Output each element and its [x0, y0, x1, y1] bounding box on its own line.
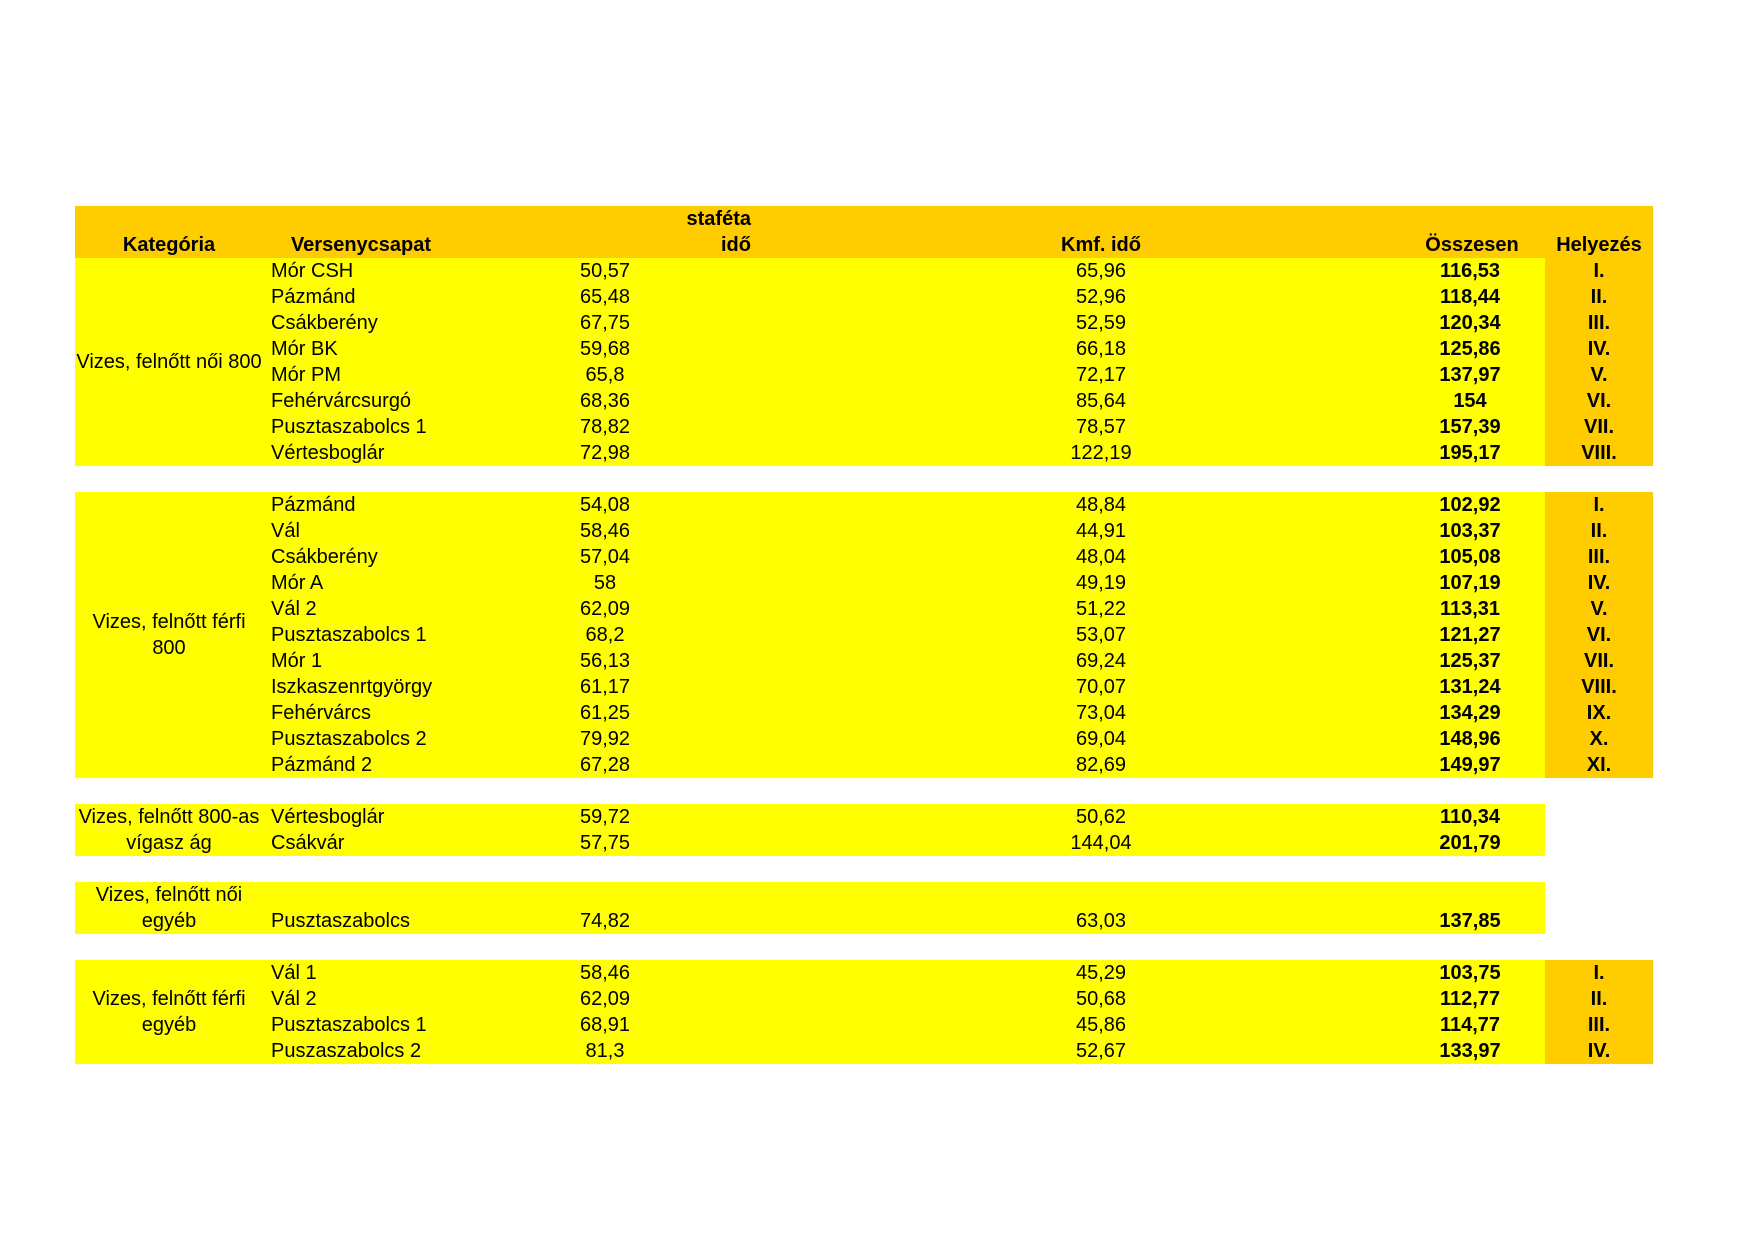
rank-cell: I.: [1593, 260, 1605, 282]
rank-cell: VI.: [1586, 390, 1612, 412]
kmf-time-cell: [751, 882, 1451, 908]
relay-time-cell: 78,82: [579, 416, 631, 438]
kmf-time-cell: 70,07: [1075, 676, 1127, 698]
table-row: [75, 1012, 1653, 1038]
team-cell: Mór PM: [271, 364, 341, 386]
team-cell: Pázmánd: [271, 494, 356, 516]
result-groups: [75, 258, 1653, 1064]
total-cell: 103,37: [1439, 520, 1501, 542]
team-cell: Puszaszabolcs 2: [271, 1040, 422, 1062]
table-row: [75, 310, 1653, 336]
kmf-time-cell: 50,62: [1075, 806, 1127, 828]
kmf-time-cell: 50,68: [1075, 988, 1127, 1010]
total-cell: 154: [1453, 390, 1487, 412]
kmf-time-cell: 85,64: [1075, 390, 1127, 412]
header-category: Kategória: [122, 234, 216, 256]
table-row: [75, 388, 1653, 414]
kmf-time-cell: 48,04: [1075, 546, 1127, 568]
kmf-time-cell: 69,24: [1075, 650, 1127, 672]
rank-cell: VII.: [1583, 650, 1614, 672]
team-cell: Pusztaszabolcs 1: [271, 624, 427, 646]
team-cell: Pusztaszabolcs 1: [271, 1014, 427, 1036]
table-row: [75, 674, 1653, 700]
total-cell: 103,75: [1439, 962, 1501, 984]
kmf-time-cell: 78,57: [1075, 416, 1127, 438]
kmf-time-cell: 73,04: [1075, 702, 1127, 724]
team-cell: Mór BK: [271, 338, 338, 360]
kmf-time-cell: 45,29: [1075, 962, 1127, 984]
team-cell: Fehérvárcsurgó: [271, 390, 412, 412]
kmf-time-cell: 82,69: [1075, 754, 1127, 776]
team-cell: Mór CSH: [271, 260, 354, 282]
total-cell: 114,77: [1439, 1014, 1501, 1036]
team-cell: Pázmánd 2: [271, 754, 373, 776]
table-row: [75, 362, 1653, 388]
total-cell: 131,24: [1439, 676, 1501, 698]
relay-time-cell: 81,3: [585, 1040, 625, 1062]
team-cell: Pázmánd: [271, 286, 356, 308]
relay-time-cell: 79,92: [579, 728, 631, 750]
rank-cell: [1545, 882, 1653, 908]
team-cell: Mór A: [271, 572, 324, 594]
relay-time-cell: 74,82: [579, 910, 631, 932]
team-cell: Pusztaszabolcs 2: [271, 728, 427, 750]
kmf-time-cell: 66,18: [1075, 338, 1127, 360]
total-cell: 105,08: [1439, 546, 1501, 568]
relay-time-cell: 62,09: [579, 988, 631, 1010]
team-cell: [263, 882, 459, 908]
rank-cell: I.: [1593, 494, 1605, 516]
total-cell: 107,19: [1439, 572, 1501, 594]
kmf-time-cell: 51,22: [1075, 598, 1127, 620]
relay-time-cell: 57,75: [579, 832, 631, 854]
relay-time-cell: 59,68: [579, 338, 631, 360]
header-relay-time: [459, 206, 751, 258]
table-row: [75, 1038, 1653, 1064]
total-cell: 102,92: [1439, 494, 1501, 516]
table-row: [75, 596, 1653, 622]
total-cell: 116,53: [1439, 260, 1501, 282]
total-cell: 157,39: [1439, 416, 1501, 438]
relay-time-cell: 57,04: [579, 546, 631, 568]
table-row: [75, 804, 1653, 830]
relay-time-cell: 61,17: [579, 676, 631, 698]
total-cell: 137,97: [1439, 364, 1501, 386]
total-cell: 125,37: [1439, 650, 1501, 672]
header-rank: Helyezés: [1556, 234, 1642, 256]
team-cell: Csákberény: [271, 312, 378, 334]
team-cell: Pusztaszabolcs: [271, 910, 410, 932]
relay-time-cell: 54,08: [579, 494, 631, 516]
relay-time-cell: [459, 882, 751, 908]
rank-cell: VI.: [1586, 624, 1612, 646]
kmf-time-cell: 69,04: [1075, 728, 1127, 750]
rank-cell: [1545, 804, 1653, 830]
team-cell: Vértesboglár: [271, 806, 385, 828]
relay-time-cell: 56,13: [579, 650, 631, 672]
kmf-time-cell: 45,86: [1075, 1014, 1127, 1036]
kmf-time-cell: 52,67: [1075, 1040, 1127, 1062]
header-relay-line2: idő: [721, 234, 751, 256]
relay-time-cell: 61,25: [579, 702, 631, 724]
rank-cell: VIII.: [1581, 676, 1617, 698]
rank-cell: VII.: [1583, 416, 1614, 438]
kmf-time-cell: 63,03: [1075, 910, 1127, 932]
rank-cell: V.: [1590, 364, 1608, 386]
rank-cell: V.: [1590, 598, 1608, 620]
relay-time-cell: 65,8: [585, 364, 625, 386]
rank-cell: VIII.: [1581, 442, 1617, 464]
relay-time-cell: 68,36: [579, 390, 631, 412]
team-cell: Pusztaszabolcs 1: [271, 416, 427, 438]
header-kmf-time: Kmf. idő: [1061, 234, 1141, 256]
table-row: [75, 648, 1653, 674]
relay-time-cell: 58: [593, 572, 617, 594]
category-group: [75, 804, 1653, 856]
category-label: Vizes, felnőtt női egyéb: [95, 884, 243, 932]
relay-time-cell: 58,46: [579, 962, 631, 984]
table-row: [75, 284, 1653, 310]
table-row: [75, 700, 1653, 726]
table-header: [75, 206, 1653, 258]
kmf-time-cell: 52,96: [1075, 286, 1127, 308]
rank-cell: IV.: [1587, 338, 1611, 360]
table-row: [75, 492, 1653, 518]
table-row: [75, 908, 1653, 934]
rank-cell: X.: [1589, 728, 1609, 750]
relay-time-cell: 58,46: [579, 520, 631, 542]
total-cell: 112,77: [1439, 988, 1501, 1010]
total-cell: 149,97: [1439, 754, 1501, 776]
team-cell: Csákvár: [271, 832, 345, 854]
relay-time-cell: 59,72: [579, 806, 631, 828]
rank-cell: XI.: [1586, 754, 1612, 776]
category-group: [75, 882, 1653, 934]
team-cell: Mór 1: [271, 650, 323, 672]
relay-time-cell: 67,28: [579, 754, 631, 776]
relay-time-cell: 68,91: [579, 1014, 631, 1036]
table-row: [75, 518, 1653, 544]
rank-cell: III.: [1587, 1014, 1611, 1036]
kmf-time-cell: 144,04: [1070, 832, 1132, 854]
kmf-time-cell: 53,07: [1075, 624, 1127, 646]
total-cell: 137,85: [1439, 910, 1501, 932]
header-team: Versenycsapat: [290, 234, 432, 256]
total-cell: 201,79: [1439, 832, 1501, 854]
total-cell: 118,44: [1439, 286, 1501, 308]
rank-cell: III.: [1587, 546, 1611, 568]
team-cell: Vértesboglár: [271, 442, 385, 464]
rank-cell: IV.: [1587, 1040, 1611, 1062]
category-label: Vizes, felnőtt férfi 800: [92, 611, 246, 659]
total-cell: 195,17: [1439, 442, 1501, 464]
category-label: Vizes, felnőtt férfi egyéb: [92, 988, 246, 1036]
total-cell: 110,34: [1439, 806, 1501, 828]
rank-cell: IV.: [1587, 572, 1611, 594]
category-group: [75, 960, 1653, 1064]
total-cell: 125,86: [1439, 338, 1501, 360]
kmf-time-cell: 49,19: [1075, 572, 1127, 594]
table-row: [75, 570, 1653, 596]
rank-cell: II.: [1590, 988, 1608, 1010]
category-label: Vizes, felnőtt 800-as vígasz ág: [78, 806, 260, 854]
team-cell: Iszkaszenrtgyörgy: [271, 676, 433, 698]
table-row: [75, 544, 1653, 570]
total-cell: 113,31: [1439, 598, 1501, 620]
total-cell: 133,97: [1439, 1040, 1501, 1062]
total-cell: 134,29: [1439, 702, 1501, 724]
results-table: [75, 206, 1653, 1090]
table-row: [75, 258, 1653, 284]
team-cell: Csákberény: [271, 546, 378, 568]
kmf-time-cell: 52,59: [1075, 312, 1127, 334]
team-cell: Vál 1: [271, 962, 317, 984]
table-row: [75, 622, 1653, 648]
header-total: Összesen: [1425, 234, 1519, 256]
kmf-time-cell: 122,19: [1070, 442, 1132, 464]
rank-cell: I.: [1593, 962, 1605, 984]
rank-cell: III.: [1587, 312, 1611, 334]
rank-cell: II.: [1590, 286, 1608, 308]
table-row: [75, 752, 1653, 778]
category-group: [75, 492, 1653, 778]
rank-cell: II.: [1590, 520, 1608, 542]
kmf-time-cell: 48,84: [1075, 494, 1127, 516]
relay-time-cell: 68,2: [585, 624, 625, 646]
table-row: [75, 882, 1653, 908]
table-row: [75, 440, 1653, 466]
table-row: [75, 726, 1653, 752]
kmf-time-cell: 65,96: [1075, 260, 1127, 282]
relay-time-cell: 72,98: [579, 442, 631, 464]
table-row: [75, 414, 1653, 440]
team-cell: Vál 2: [271, 598, 317, 620]
category-label: Vizes, felnőtt női 800: [76, 351, 262, 373]
header-relay-line1: staféta: [686, 208, 751, 230]
total-cell: 120,34: [1439, 312, 1501, 334]
relay-time-cell: 62,09: [579, 598, 631, 620]
relay-time-cell: 65,48: [579, 286, 631, 308]
table-row: [75, 830, 1653, 856]
total-cell: 121,27: [1439, 624, 1501, 646]
team-cell: Fehérvárcs: [271, 702, 372, 724]
rank-cell: [1545, 908, 1653, 934]
team-cell: Vál 2: [271, 988, 317, 1010]
rank-cell: [1545, 830, 1653, 856]
kmf-time-cell: 72,17: [1075, 364, 1127, 386]
kmf-time-cell: 44,91: [1075, 520, 1127, 542]
category-group: [75, 258, 1653, 466]
table-row: [75, 960, 1653, 986]
rank-cell: IX.: [1586, 702, 1612, 724]
relay-time-cell: 50,57: [579, 260, 631, 282]
total-cell: 148,96: [1439, 728, 1501, 750]
relay-time-cell: 67,75: [579, 312, 631, 334]
team-cell: Vál: [271, 520, 300, 542]
table-row: [75, 986, 1653, 1012]
table-row: [75, 336, 1653, 362]
